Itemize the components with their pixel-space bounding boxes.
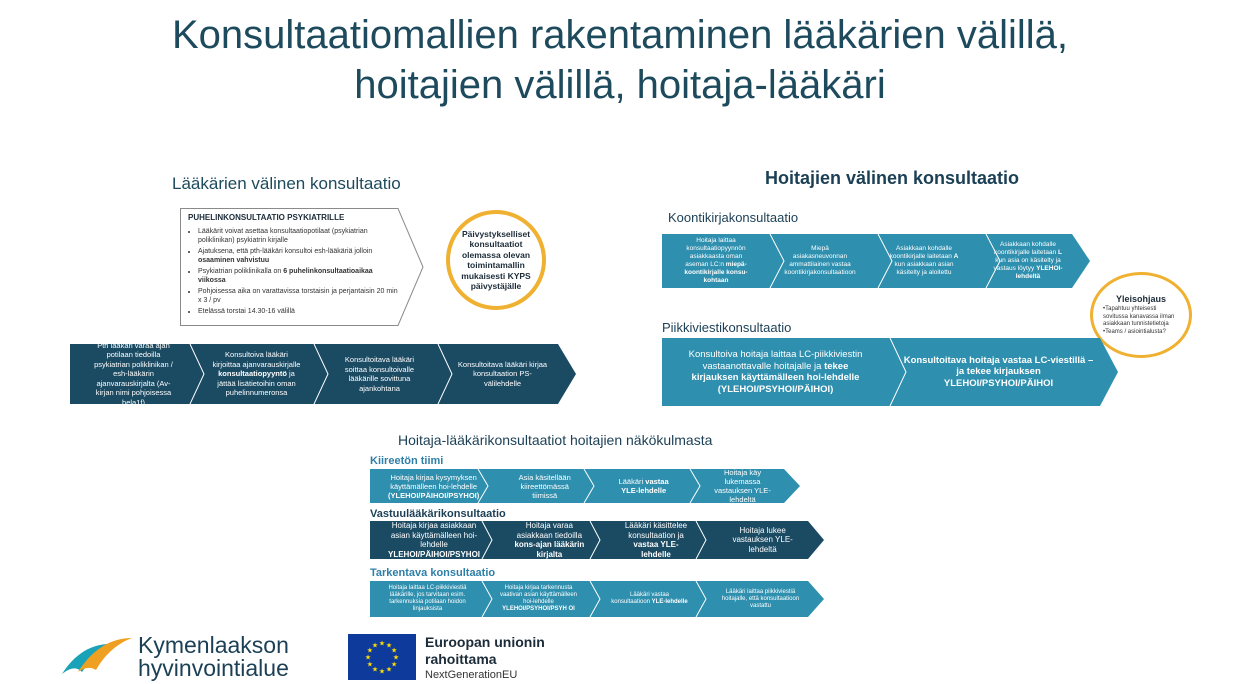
flow-step-text [388, 473, 479, 500]
kiireeton-flow [370, 469, 802, 503]
wave-logo-icon [60, 634, 134, 680]
flow-step-text [499, 585, 578, 613]
flow-step-text [610, 477, 677, 495]
row-label-vastuulaakari: Vastuulääkärikonsultaatio [370, 508, 506, 520]
flow-step-plain: Asia käsitellään kiireettömässä tiimissä [518, 472, 571, 500]
paivystys-circle [446, 210, 546, 310]
flow-step-plain: Miepä asiakasneuvonnan ammattilainen vastaa koontikirjakonsultaatioon [784, 245, 856, 276]
yleisohjaus-item: •Tapahtuu yhteisesti sovitussa kanavassa ilman asiakkaan tunnistetietoja [1103, 306, 1175, 327]
eu-star-icon: ★ [378, 668, 386, 676]
yleisohjaus-list [1103, 306, 1179, 336]
flow-step-text [610, 592, 689, 606]
flow-step [493, 469, 592, 503]
flow-step-plain: Konsultoitava lääkäri kirjaa konsultaation [457, 359, 548, 379]
phone-item-text: Pohjoisessa aika on varattavissa torstaisin ja perjantaisin 20 min x 3 / pv [198, 288, 398, 304]
hoitajien-heading: Hoitajien välinen konsultaatio [765, 168, 1020, 188]
page-title [0, 10, 1240, 110]
eu-star-icon: ★ [366, 661, 374, 669]
flow-step-text [680, 237, 752, 285]
flow-step-plain: Konsultoitava lääkäri soittaa konsultoivalle lääkärille sovittuna ajankohtana [344, 355, 415, 393]
yleisohjaus-item: •Teams / asiointialusta? [1103, 328, 1166, 335]
phone-consult-box [180, 208, 424, 326]
flow-step-plain: PS-välilehdelle [483, 369, 532, 388]
logo-line-2: hyvinvointialue [138, 655, 289, 681]
title-line-2: hoitajien välillä, hoitaja-lääkäri [354, 63, 886, 107]
flow-step-plain: Hoitaja laittaa LC-piikkiviestiä lääkärille, jos tarvitaan esim. tarkennuksia potilaan hoidon linjauksista [388, 585, 467, 612]
flow-step-plain: Hoitaja kirjaa tarkennusta vaativan asian käyttämälleen hoi-lehdelle [499, 585, 578, 605]
flow-step [370, 581, 481, 617]
title-line-1: Konsultaatiomallien rakentaminen lääkärien välillä, [171, 13, 1069, 57]
phone-box-item [198, 307, 402, 316]
flow-step-plain: Konsultoiva hoitaja laittaa LC-piikkiviestin vastaanottavalle hoitajalle ja [688, 349, 863, 372]
flow-step [370, 521, 494, 559]
flow-step-plain: (Av-kirjan nimi pohjoisessa hela1f) [95, 378, 172, 407]
flow-step-plain: Lääkäri laittaa piikkiviestiä hoitajalle, että konsultaatioon vastattu [721, 588, 800, 609]
flow-step-text [680, 349, 871, 395]
phone-item-text: Ajatuksena, että pth-lääkäri konsultoi esh-lääkäriä jolloin [198, 248, 373, 255]
flow-step-text [619, 521, 694, 559]
flow-step-text [88, 341, 179, 408]
flow-step-plain: kun asiakkaan asian käsitelty ja aloitettu [894, 261, 954, 276]
phone-item-bold: 6 puhelinkonsultaatioaikaa viikossa [198, 268, 373, 284]
row-label-tarkentava: Tarkentava konsultaatio [370, 567, 496, 579]
flow-step [707, 521, 814, 559]
eu-star-icon: ★ [385, 666, 393, 674]
flow-step-text [457, 360, 548, 389]
eu-line-1: Euroopan unionin [425, 634, 545, 650]
eu-star-icon: ★ [390, 661, 398, 669]
logo-line-1: Kymenlaakson [138, 632, 289, 658]
flow-step-bold: YLE-lehdelle [651, 599, 688, 605]
piikki-flow [662, 338, 1120, 406]
phone-item-text: Etelässä torstai 14.30-16 välillä [198, 308, 295, 315]
koonti-flow [662, 234, 1092, 288]
eu-star-icon: ★ [385, 642, 393, 650]
flow-step [662, 338, 885, 406]
flow-step [974, 234, 1078, 288]
flow-step-plain: Asiakkaan kohdalle koontikirjalle laitetaan [994, 241, 1057, 256]
flow-step-text [888, 245, 960, 277]
flow-step-bold: kons-ajan lääkärin kirjalta [514, 540, 585, 559]
phone-item-text: Lääkärit voivat asettaa konsultaatiopotilaat (psykiatrian poliklinikan) psykiatrin kirjalle [198, 228, 368, 244]
flow-step-text [388, 585, 467, 613]
flow-step-plain: Hoitaja laittaa konsultaatiopyynnön asiakkaasta oman aseman LC:n [685, 237, 746, 268]
flow-step [766, 234, 870, 288]
eu-funding-text [425, 634, 545, 683]
koonti-heading: Koontikirjakonsultaatio [668, 210, 799, 225]
flow-step-text [211, 350, 302, 398]
phone-box-item [198, 287, 402, 305]
flow-step-plain: Konsultoiva lääkäri kirjoittaa ajanvarauskirjalle [212, 350, 301, 369]
flow-step-plain: Hoitaja käy lukemassa vastauksen YLE-lehdeltä [714, 468, 771, 504]
flow-step-bold: L [1057, 249, 1062, 256]
eu-star-icon: ★ [392, 654, 400, 662]
flow-step-text [903, 355, 1094, 390]
eu-line-3: NextGenerationEU [425, 669, 518, 681]
eu-star-icon: ★ [390, 647, 398, 655]
flow-step-plain: ja jättää lisätietoihin oman puhelinnumeronsa [217, 369, 296, 398]
flow-step-text [709, 468, 776, 504]
flow-step-plain: Lääkäri vastaa konsultaatioon [611, 592, 670, 605]
kymenlaakso-logo-mark [60, 634, 134, 680]
paivystys-circle-text: Päivystykselliset konsultaatiot olemassa olevan toimintamallin mukaisesti KYPS päivystäjälle [461, 228, 531, 291]
flow-step [316, 344, 439, 404]
phone-box-title: PUHELINKONSULTAATIO PSYKIATRILLE [188, 213, 345, 222]
tarkentava-flow [370, 581, 826, 617]
flow-step-text [725, 526, 800, 555]
flow-step-bold: vastaa YLE-lehdelle [633, 540, 679, 559]
phone-box-item [198, 227, 402, 245]
flow-step [494, 521, 601, 559]
flow-step-text [784, 245, 856, 277]
eu-star-icon: ★ [378, 640, 386, 648]
eu-star-icon: ★ [371, 666, 379, 674]
flow-step [592, 581, 703, 617]
eu-stars-icon [348, 634, 416, 680]
flow-step-bold: YLEHOI/PSYHOI/PSYH OI [502, 606, 575, 612]
phone-item-text: Psykiatrian poliklinikalla on [198, 268, 284, 275]
flow-step [691, 469, 790, 503]
flow-step [703, 581, 814, 617]
flow-step-bold: (YLEHOI/PÄIHOI/PSYHOI) [388, 490, 480, 500]
flow-step-bold: Konsultoitava hoitaja vastaa LC-viestillä – ja tekee kirjauksen YLEHOI/PSYHOI/PÄIHOI [903, 354, 1094, 389]
flow-step-text [388, 521, 480, 559]
flow-step-plain: Hoitaja kirjaa kysymyksen käyttämälleen hoi-lehdelle [390, 472, 477, 491]
hoitaja-laakari-heading: Hoitaja-lääkärikonsultaatiot hoitajien näkökulmasta [398, 432, 713, 448]
phone-box-list [188, 227, 402, 316]
flow-step-plain: Lääkäri käsittelee konsultaation ja [624, 521, 688, 540]
flow-step-bold: tekee kirjauksen käyttämälleen hoi-lehdelle (YLEHOI/PSYHOI/PÄIHOI) [691, 360, 860, 395]
flow-step-bold: YLEHOI/PÄIHOI/PSYHOI [388, 549, 481, 559]
flow-step [193, 344, 316, 404]
flow-step-bold: vastaa YLE-lehdelle [621, 477, 669, 495]
flow-step-plain: Hoitaja kirjaa asiakkaan asian käyttämälleen hoi-lehdelle [390, 521, 478, 549]
flow-step-plain: Lääkäri [618, 477, 644, 486]
vastuulaakari-flow [370, 521, 826, 559]
flow-step-bold: A [953, 253, 959, 260]
flow-step [870, 234, 974, 288]
phone-box-item [198, 247, 402, 265]
flow-step-text [334, 355, 425, 393]
flow-step [70, 340, 193, 407]
flow-step-plain: kun asia on käsitelty ja vastaus löytyy [993, 257, 1061, 272]
eu-star-icon: ★ [371, 642, 379, 650]
flow-step [592, 469, 691, 503]
kymenlaakso-logo-text [138, 634, 289, 680]
flow-step-text [721, 589, 800, 610]
flow-step [601, 521, 708, 559]
phone-box-item [198, 267, 402, 285]
flow-step [370, 469, 493, 503]
eu-star-icon: ★ [366, 647, 374, 655]
laakarien-flow [70, 340, 578, 407]
row-label-kiireeton: Kiireetön tiimi [370, 455, 444, 467]
flow-step [662, 234, 766, 288]
flow-step-bold: YLEHOI-lehdeltä [1015, 265, 1063, 280]
flow-step-plain: Hoitaja varaa asiakkaan tiedoilla [516, 521, 583, 540]
flow-step-plain: Hoitaja lukee vastauksen YLE-lehdeltä [732, 525, 793, 554]
flow-step-text [511, 473, 578, 500]
flow-step-plain: Pth lääkäri varaa ajan potilaan tiedoilla psykiatrian poliklinikan / esh-lääkärin ajanvarauskirjalta [94, 340, 173, 388]
laakarien-heading: Lääkärien välinen konsultaatio [172, 174, 401, 193]
piikki-heading: Piikkiviestikonsultaatio [662, 320, 792, 335]
yleisohjaus-title: Yleisohjaus [1115, 294, 1167, 304]
eu-line-2: rahoittama [425, 651, 497, 667]
eu-star-icon: ★ [364, 654, 372, 662]
flow-step [439, 344, 562, 404]
flow-step-plain: Asiakkaan kohdalle koontikirjalle laitetaan [889, 245, 952, 260]
flow-step [885, 338, 1108, 406]
eu-flag [348, 634, 416, 680]
flow-step [481, 581, 592, 617]
flow-step-text [992, 241, 1064, 281]
flow-step-bold: konsultaatiopyyntö [218, 369, 287, 379]
phone-item-bold: osaaminen vahvistuu [198, 257, 270, 264]
flow-step-text [512, 521, 587, 559]
flow-step-bold: miepä-koontikirjalle konsu-kohtaan [684, 261, 748, 284]
